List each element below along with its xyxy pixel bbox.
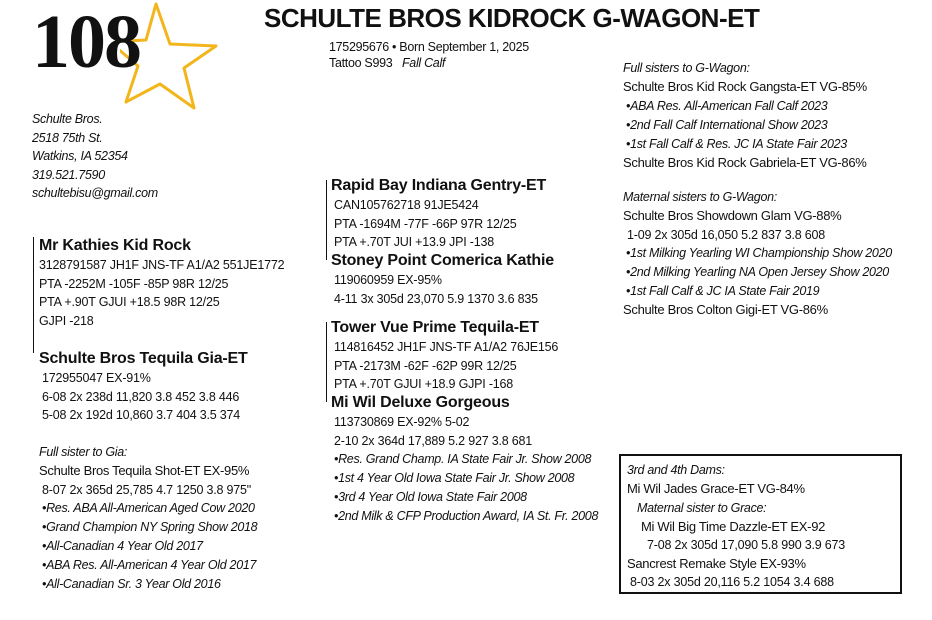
sire-block xyxy=(39,236,284,330)
sire-line: 3128791587 JH1F JNS-TF A1/A2 551JE1772 xyxy=(39,258,285,272)
sire-sire-name: Rapid Bay Indiana Gentry-ET xyxy=(331,177,547,194)
sire-dam-block xyxy=(331,251,554,308)
maternal-sisters-block xyxy=(623,188,892,320)
consignor-address: 2518 75th St. xyxy=(32,130,103,145)
consignor-email: schultebisu@gmail.com xyxy=(32,186,158,201)
dam-dam-line: 2-10 2x 364d 17,889 5.2 927 3.8 681 xyxy=(334,433,533,448)
award-item: •1st Fall Calf & Res. JC IA State Fair 2023 xyxy=(626,136,847,151)
award-item: •All-Canadian 4 Year Old 2017 xyxy=(42,539,203,553)
award-item: •ABA Res. All-American 4 Year Old 2017 xyxy=(42,558,257,572)
dam-line: 172955047 EX-91% xyxy=(42,371,151,385)
dam-dam-line: 113730869 EX-92% 5-02 xyxy=(334,415,470,429)
full-sister-gia-block xyxy=(39,443,257,594)
maternal-sister-grace-record: 7-08 2x 305d 17,090 5.8 990 3.9 673 xyxy=(647,538,846,552)
maternal-sister-name: Schulte Bros Colton Gigi-ET VG-86% xyxy=(623,302,828,317)
sire-sire-line: CAN105762718 91JE5424 xyxy=(334,198,479,212)
maternal-sister-name: Schulte Bros Showdown Glam VG-88% xyxy=(623,208,842,223)
sire-dam-name: Stoney Point Comerica Kathie xyxy=(331,252,554,269)
tattoo-line xyxy=(329,54,445,72)
maternal-sister-grace-heading: Maternal sister to Grace: xyxy=(637,500,767,515)
page-title: SCHULTE BROS KIDROCK G-WAGON-ET xyxy=(264,3,760,33)
tattoo: Tattoo S993 xyxy=(329,56,393,70)
award-item: •2nd Fall Calf International Show 2023 xyxy=(626,117,828,132)
reg-birth-line: 175295676 • Born September 1, 2025 xyxy=(329,40,529,54)
award-item: •Res. Grand Champ. IA State Fair Jr. Show 2008 xyxy=(334,452,592,466)
award-item: •1st Milking Yearling WI Championship Show 2020 xyxy=(626,246,892,260)
full-sister-gia-heading: Full sister to Gia: xyxy=(39,445,128,459)
maternal-sister-grace-name: Mi Wil Big Time Dazzle-ET EX-92 xyxy=(641,518,826,534)
sire-sire-line: PTA -1694M -77F -66P 97R 12/25 xyxy=(334,216,517,231)
consignor-name: Schulte Bros. xyxy=(32,112,103,126)
award-item: •Grand Champion NY Spring Show 2018 xyxy=(42,520,258,534)
dam-line: 5-08 2x 192d 10,860 3.7 404 3.5 374 xyxy=(42,408,241,422)
consignor-block xyxy=(32,110,158,203)
dams-box-heading: 3rd and 4th Dams: xyxy=(627,463,725,477)
maternal-sister-record: 1-09 2x 305d 16,050 5.2 837 3.8 608 xyxy=(627,227,826,242)
dam-sire-line: 114816452 JH1F JNS-TF A1/A2 76JE156 xyxy=(334,340,559,354)
full-sisters-gwagon-block xyxy=(623,59,867,172)
sire-name: Mr Kathies Kid Rock xyxy=(39,237,191,254)
sire-sire-block xyxy=(331,176,546,252)
dam-dam-name: Mi Wil Deluxe Gorgeous xyxy=(331,394,510,411)
sire-line: PTA -2252M -105F -85P 98R 12/25 xyxy=(39,276,229,291)
sire-line: GJPI -218 xyxy=(39,313,94,328)
fourth-dam-name: Sancrest Remake Style EX-93% xyxy=(627,555,806,571)
dam-line: 6-08 2x 238d 11,820 3.8 452 3.8 446 xyxy=(42,389,240,404)
dams-box-content xyxy=(627,461,845,592)
consignor-phone: 319.521.7590 xyxy=(32,167,105,182)
award-item: •Res. ABA All-American Aged Cow 2020 xyxy=(42,501,255,515)
consignor-city: Watkins, IA 52354 xyxy=(32,149,128,164)
full-sister-gia-name: Schulte Bros Tequila Shot-ET EX-95% xyxy=(39,463,250,478)
sire-dam-line: 119060959 EX-95% xyxy=(334,273,442,287)
award-item: •2nd Milking Yearling NA Open Jersey Show 2020 xyxy=(626,265,889,279)
full-sister-gia-record: 8-07 2x 365d 25,785 4.7 1250 3.8 975" xyxy=(42,482,252,497)
fourth-dam-record: 8-03 2x 305d 20,116 5.2 1054 3.4 688 xyxy=(630,575,834,589)
sire-dam-line: 4-11 3x 305d 23,070 5.9 1370 3.6 835 xyxy=(334,291,538,306)
maternal-sisters-heading: Maternal sisters to G-Wagon: xyxy=(623,190,777,204)
full-sister-name: Schulte Bros Kid Rock Gangsta-ET VG-85% xyxy=(623,79,867,94)
award-item: •2nd Milk & CFP Production Award, IA St. Fr. 2008 xyxy=(334,509,599,523)
dam-sire-line: PTA -2173M -62F -62P 99R 12/25 xyxy=(334,358,517,373)
sire-line: PTA +.90T GJUI +18.5 98R 12/25 xyxy=(39,295,220,309)
dam-dam-block xyxy=(331,393,598,526)
award-item: •1st 4 Year Old Iowa State Fair Jr. Show 2008 xyxy=(334,471,575,485)
dam-name: Schulte Bros Tequila Gia-ET xyxy=(39,350,248,367)
award-item: •All-Canadian Sr. 3 Year Old 2016 xyxy=(42,577,221,591)
full-sisters-heading: Full sisters to G-Wagon: xyxy=(623,61,750,75)
dam-block xyxy=(39,349,248,425)
dam-sire-line: PTA +.70T GJUI +18.9 GJPI -168 xyxy=(334,377,514,391)
third-dam-name: Mi Wil Jades Grace-ET VG-84% xyxy=(627,481,805,496)
award-item: •1st Fall Calf & JC IA State Fair 2019 xyxy=(626,284,820,298)
award-item: •3rd 4 Year Old Iowa State Fair 2008 xyxy=(334,490,527,504)
full-sister-name: Schulte Bros Kid Rock Gabriela-ET VG-86% xyxy=(623,154,867,170)
dam-sire-block xyxy=(331,318,558,394)
award-item: •ABA Res. All-American Fall Calf 2023 xyxy=(626,98,828,113)
dam-sire-name: Tower Vue Prime Tequila-ET xyxy=(331,319,539,336)
animal-class: Fall Calf xyxy=(401,56,446,70)
sire-sire-line: PTA +.70T JUI +13.9 JPI -138 xyxy=(334,235,495,249)
lot-number: 108 xyxy=(32,0,140,84)
